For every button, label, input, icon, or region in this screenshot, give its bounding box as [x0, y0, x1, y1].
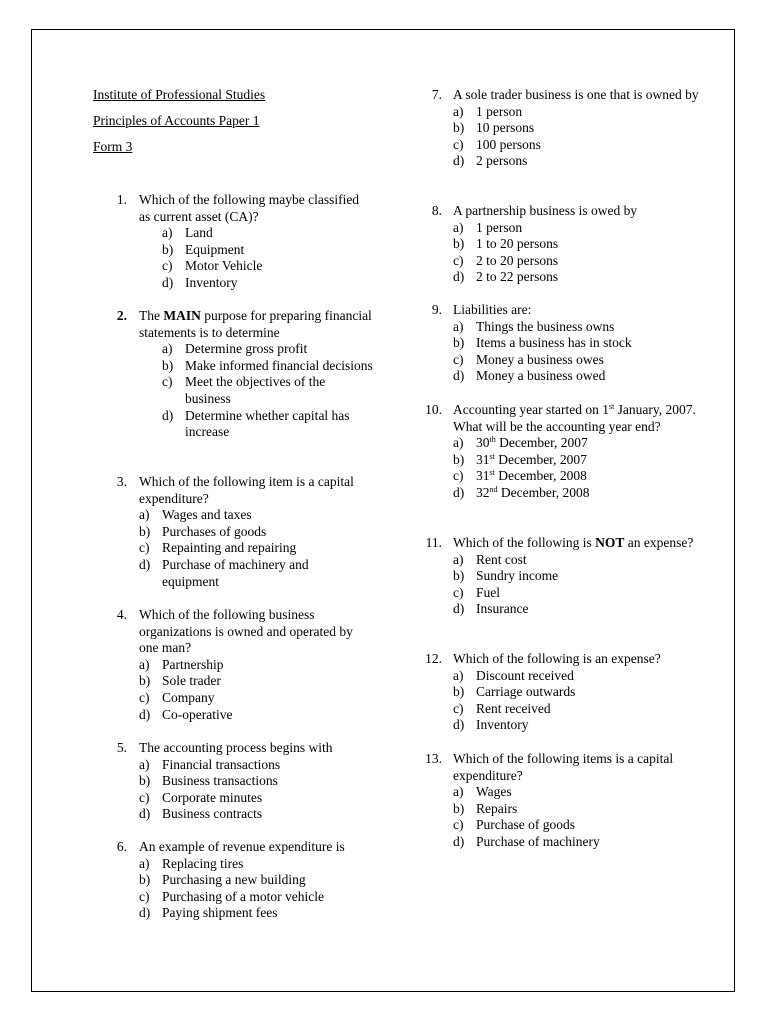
option-text: Purchase of machinery and equipment: [162, 556, 309, 589]
option-text: Business contracts: [162, 806, 263, 822]
option-a: [453, 435, 700, 452]
option-letter: b): [139, 673, 151, 689]
option-a: [453, 319, 700, 336]
option-c: [453, 585, 700, 602]
option-letter: c): [139, 540, 150, 556]
option-text: Purchasing of a motor vehicle: [162, 888, 324, 904]
option-c: [453, 468, 700, 485]
question-number: 9.: [431, 302, 442, 317]
option-list: [453, 220, 700, 286]
option-d: [453, 601, 700, 618]
option-b: [453, 335, 700, 352]
option-text: Replacing tires: [162, 855, 244, 871]
option-letter: d): [162, 407, 174, 423]
question-10: [400, 402, 700, 502]
option-letter: d): [453, 717, 465, 733]
question-number: 7.: [431, 87, 442, 102]
option-letter: c): [453, 584, 464, 600]
option-b: [453, 801, 700, 818]
option-text: Wages and taxes: [162, 507, 252, 523]
option-text: Purchase of goods: [476, 817, 575, 833]
option-letter: c): [139, 888, 150, 904]
option-text: Equipment: [185, 241, 245, 257]
option-text: Purchases of goods: [162, 523, 267, 539]
option-b: [139, 872, 368, 889]
option-letter: a): [453, 784, 464, 800]
institute-title: Institute of Professional Studies: [93, 87, 266, 102]
option-list: [162, 341, 373, 441]
option-letter: a): [139, 507, 150, 523]
option-text: 2 to 22 persons: [476, 269, 559, 285]
option-d: [139, 905, 368, 922]
option-text: Inventory: [185, 274, 238, 290]
question-text: Which of the following item is a capital expenditure?: [139, 474, 354, 506]
option-text: 2 to 20 persons: [476, 252, 559, 268]
option-text: 1 person: [476, 219, 523, 235]
question-text: A sole trader business is one that is owned by: [453, 87, 699, 102]
question-number: 5.: [116, 740, 127, 755]
option-text: Fuel: [476, 584, 501, 600]
option-text: Land: [185, 225, 213, 241]
option-text: Rent received: [476, 700, 551, 716]
question-4: [93, 607, 368, 723]
option-c: [453, 701, 700, 718]
option-a: [139, 507, 368, 524]
option-letter: b): [453, 335, 465, 351]
option-list: [139, 856, 368, 922]
option-letter: c): [453, 817, 464, 833]
question-7: [400, 87, 700, 170]
option-letter: a): [139, 855, 150, 871]
option-letter: c): [139, 689, 150, 705]
option-letter: d): [453, 269, 465, 285]
option-list: [453, 319, 700, 385]
option-c: [453, 253, 700, 270]
option-letter: a): [453, 219, 464, 235]
question-6: [93, 839, 368, 922]
option-letter: d): [453, 368, 465, 384]
option-letter: a): [162, 341, 173, 357]
option-text: Partnership: [162, 656, 224, 672]
option-d: [453, 368, 700, 385]
option-d: [139, 806, 368, 823]
paper-title: Principles of Accounts Paper 1: [93, 113, 260, 129]
question-text: A partnership business is owed by: [453, 203, 638, 218]
option-letter: a): [453, 103, 464, 119]
question-5: [93, 740, 368, 823]
option-list: [453, 784, 700, 850]
option-b: [453, 120, 700, 137]
option-letter: b): [139, 523, 151, 539]
option-text: Things the business owns: [476, 318, 615, 334]
option-c: [162, 258, 373, 275]
option-text: Sundry income: [476, 568, 559, 584]
option-a: [453, 104, 700, 121]
option-a: [139, 657, 368, 674]
option-c: [162, 374, 373, 407]
option-letter: d): [453, 484, 465, 500]
option-c: [139, 540, 368, 557]
option-letter: a): [453, 667, 464, 683]
option-b: [139, 524, 368, 541]
question-text: An example of revenue expenditure is: [139, 839, 345, 854]
question-number: 8.: [431, 203, 442, 218]
option-text: Paying shipment fees: [162, 905, 278, 921]
option-text: Money a business owes: [476, 351, 604, 367]
question-2: [93, 308, 373, 441]
option-text: Wages: [476, 784, 512, 800]
question-text: Which of the following business organizations is owned and operated by one man?: [139, 607, 353, 656]
option-letter: d): [162, 274, 174, 290]
option-text: Determine whether capital has increase: [185, 407, 350, 440]
option-letter: a): [162, 225, 173, 241]
option-c: [139, 889, 368, 906]
option-letter: b): [139, 773, 151, 789]
option-letter: b): [453, 568, 465, 584]
option-letter: c): [162, 258, 173, 274]
option-letter: b): [453, 236, 465, 252]
option-c: [139, 790, 368, 807]
question-number: 10.: [425, 402, 442, 417]
question-text: Accounting year started on 1st January, 2007. What will be the accounting year end?: [453, 402, 696, 434]
option-text: 32nd December, 2008: [476, 484, 590, 500]
option-text: 2 persons: [476, 153, 528, 169]
option-b: [453, 452, 700, 469]
option-letter: c): [453, 252, 464, 268]
option-text: Meet the objectives of the business: [185, 374, 326, 406]
option-text: 31st December, 2007: [476, 451, 587, 467]
question-text: The accounting process begins with: [139, 740, 333, 755]
option-letter: b): [453, 684, 465, 700]
option-text: Company: [162, 689, 215, 705]
option-letter: b): [162, 241, 174, 257]
option-text: 10 persons: [476, 120, 535, 136]
option-text: Business transactions: [162, 773, 278, 789]
option-letter: a): [139, 756, 150, 772]
option-a: [162, 225, 373, 242]
option-letter: d): [139, 556, 151, 572]
option-letter: c): [453, 136, 464, 152]
option-letter: d): [453, 153, 465, 169]
option-letter: b): [162, 357, 174, 373]
form-title: Form 3: [93, 139, 133, 155]
question-number: 12.: [425, 651, 442, 666]
question-12: [400, 651, 700, 734]
option-letter: a): [139, 656, 150, 672]
option-text: Financial transactions: [162, 756, 281, 772]
question-number: 4.: [116, 607, 127, 622]
question-number: 1.: [116, 192, 127, 207]
option-text: Repairs: [476, 800, 518, 816]
option-c: [453, 352, 700, 369]
option-a: [162, 341, 373, 358]
option-d: [139, 707, 368, 724]
option-text: 1 to 20 persons: [476, 236, 559, 252]
option-d: [162, 275, 373, 292]
option-text: Corporate minutes: [162, 789, 263, 805]
option-list: [453, 104, 700, 170]
option-c: [453, 817, 700, 834]
question-text: Which of the following is NOT an expense?: [453, 535, 694, 550]
option-text: Motor Vehicle: [185, 258, 263, 274]
question-number: 11.: [425, 535, 442, 550]
question-text: Liabilities are:: [453, 302, 532, 317]
option-d: [139, 557, 368, 590]
option-letter: b): [139, 872, 151, 888]
question-1: [93, 192, 373, 292]
option-text: Determine gross profit: [185, 341, 308, 357]
option-d: [453, 485, 700, 502]
question-number: 13.: [425, 751, 442, 766]
option-c: [453, 137, 700, 154]
question-text: The MAIN purpose for preparing financial statements is to determine: [139, 308, 372, 340]
option-a: [453, 668, 700, 685]
question-9: [400, 302, 700, 385]
option-b: [162, 242, 373, 259]
option-c: [139, 690, 368, 707]
option-b: [453, 236, 700, 253]
option-a: [139, 856, 368, 873]
option-d: [453, 717, 700, 734]
question-3: [93, 474, 368, 590]
option-letter: d): [453, 833, 465, 849]
option-text: Items a business has in stock: [476, 335, 632, 351]
option-text: Insurance: [476, 601, 529, 617]
option-text: 31st December, 2008: [476, 468, 587, 484]
document-header: [93, 87, 265, 166]
question-11: [400, 535, 700, 618]
option-b: [453, 568, 700, 585]
option-a: [453, 552, 700, 569]
question-text: Which of the following is an expense?: [453, 651, 661, 666]
option-a: [453, 220, 700, 237]
option-text: Co-operative: [162, 706, 233, 722]
option-d: [453, 834, 700, 851]
option-list: [453, 435, 700, 501]
option-letter: b): [453, 120, 465, 136]
option-a: [139, 757, 368, 774]
option-text: Inventory: [476, 717, 529, 733]
option-text: 1 person: [476, 103, 523, 119]
option-text: Purchase of machinery: [476, 833, 600, 849]
option-text: 100 persons: [476, 136, 541, 152]
question-13: [400, 751, 700, 851]
option-d: [162, 408, 373, 441]
option-letter: c): [453, 351, 464, 367]
option-list: [139, 507, 368, 590]
option-text: Discount received: [476, 667, 574, 683]
option-letter: b): [453, 451, 465, 467]
option-letter: d): [139, 706, 151, 722]
option-list: [453, 552, 700, 618]
option-d: [453, 269, 700, 286]
option-letter: d): [139, 806, 151, 822]
option-text: Purchasing a new building: [162, 872, 306, 888]
question-number: 2.: [116, 308, 127, 323]
option-text: Money a business owed: [476, 368, 606, 384]
option-letter: c): [453, 700, 464, 716]
option-letter: c): [162, 374, 173, 390]
option-letter: c): [139, 789, 150, 805]
option-text: 30th December, 2007: [476, 435, 588, 451]
option-letter: a): [453, 551, 464, 567]
option-list: [162, 225, 373, 291]
option-list: [139, 757, 368, 823]
option-letter: b): [453, 800, 465, 816]
question-number: 3.: [116, 474, 127, 489]
option-letter: a): [453, 318, 464, 334]
option-a: [453, 784, 700, 801]
option-text: Sole trader: [162, 673, 221, 689]
option-text: Make informed financial decisions: [185, 357, 373, 373]
question-8: [400, 203, 700, 286]
option-letter: d): [453, 601, 465, 617]
option-b: [139, 773, 368, 790]
option-b: [453, 684, 700, 701]
option-letter: d): [139, 905, 151, 921]
option-text: Repainting and repairing: [162, 540, 297, 556]
option-b: [139, 673, 368, 690]
option-b: [162, 358, 373, 375]
option-list: [139, 657, 368, 723]
option-list: [453, 668, 700, 734]
question-text: Which of the following maybe classified as current asset (CA)?: [139, 192, 360, 224]
question-number: 6.: [116, 839, 127, 854]
question-text: Which of the following items is a capital expenditure?: [453, 751, 674, 783]
option-letter: c): [453, 468, 464, 484]
option-d: [453, 153, 700, 170]
option-text: Carriage outwards: [476, 684, 576, 700]
option-letter: a): [453, 435, 464, 451]
option-text: Rent cost: [476, 551, 527, 567]
